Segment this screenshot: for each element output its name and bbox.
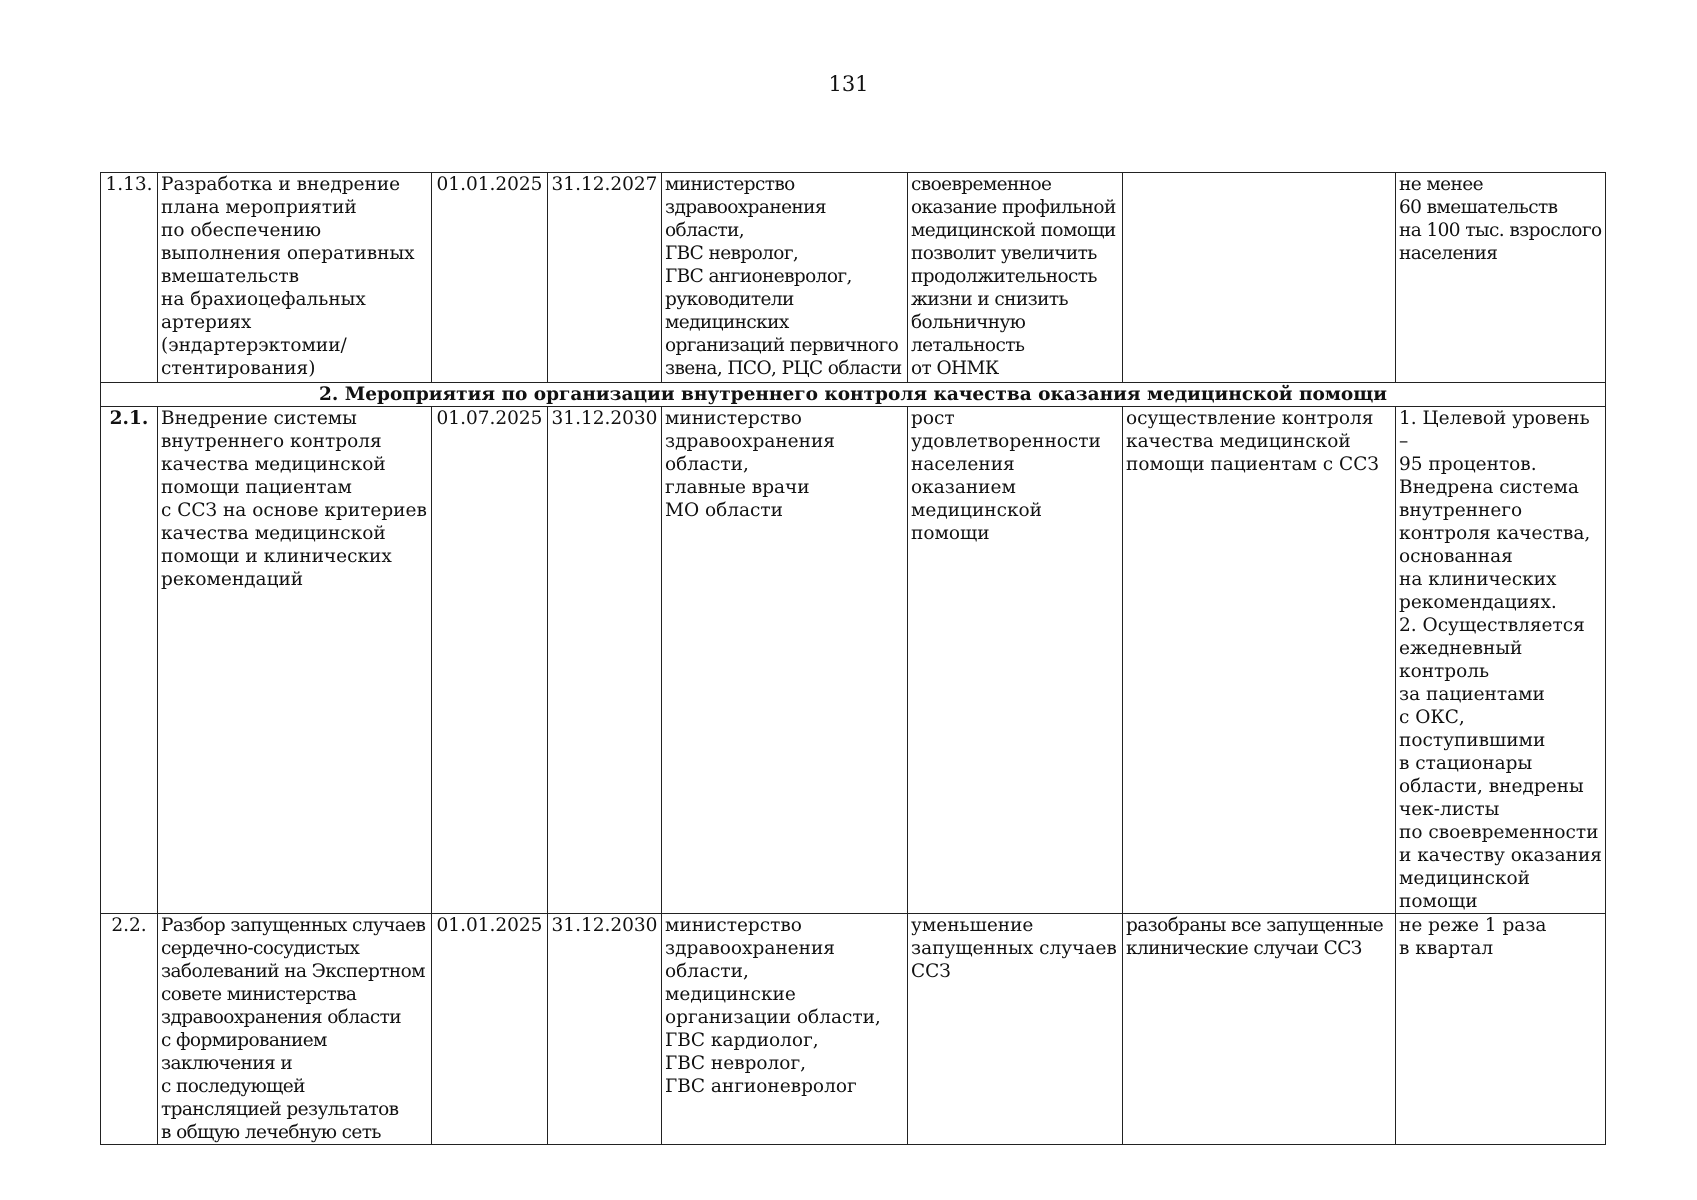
table-row [101, 173, 1606, 383]
measures-table [100, 172, 1606, 1145]
table-row [101, 914, 1606, 1145]
result-cell: осуществление контроля качества медицинской помощи пациентам с ССЗ [1123, 407, 1396, 914]
end-date: 31.12.2030 [548, 407, 662, 914]
row-number: 2.2. [101, 914, 158, 1145]
start-date: 01.07.2025 [432, 407, 548, 914]
start-date: 01.01.2025 [432, 914, 548, 1145]
indicator-cell: не менее 60 вмешательств на 100 тыс. взрослого населения [1396, 173, 1606, 383]
result-cell [1123, 173, 1396, 383]
measure-name: Внедрение системы внутреннего контроля качества медицинской помощи пациентам с ССЗ на основе критериев качества медицинской помощи и клинических рекомендаций [158, 407, 432, 914]
effect-cell: уменьшение запущенных случаев ССЗ [908, 914, 1123, 1145]
indicator-cell: 1. Целевой уровень – 95 процентов. Внедрена система внутреннего контроля качества, основанная на клинических рекомендациях. 2. Осуществляется ежедневный контроль за пациентами с ОКС, поступившими в стационары области, внедрены чек-листы по своевременности и качеству оказания медицинской помощи [1396, 407, 1606, 914]
effect-cell: рост удовлетворенности населения оказанием медицинской помощи [908, 407, 1123, 914]
responsible-cell: министерство здравоохранения области, медицинские организации области, ГВС кардиолог, ГВС невролог, ГВС ангионевролог [662, 914, 908, 1145]
page-number: 131 [828, 72, 869, 96]
table-row [101, 407, 1606, 914]
section-title: 2. Мероприятия по организации внутреннего контроля качества оказания медицинской помощи [101, 383, 1606, 407]
measure-name: Разбор запущенных случаев сердечно-сосудистых заболеваний на Экспертном совете министерства здравоохранения области с формированием заключения и с последующей трансляцией результатов в общую лечебную сеть [158, 914, 432, 1145]
start-date: 01.01.2025 [432, 173, 548, 383]
end-date: 31.12.2030 [548, 914, 662, 1145]
indicator-cell: не реже 1 раза в квартал [1396, 914, 1606, 1145]
section-row [101, 383, 1606, 407]
responsible-cell: министерство здравоохранения области, ГВС невролог, ГВС ангионевролог, руководители медицинских организаций первичного звена, ПСО, РЦС области [662, 173, 908, 383]
row-number: 2.1. [101, 407, 158, 914]
end-date: 31.12.2027 [548, 173, 662, 383]
row-number: 1.13. [101, 173, 158, 383]
measure-name: Разработка и внедрение плана мероприятий по обеспечению выполнения оперативных вмешательств на брахиоцефальных артериях (эндартерэктомии/ стентирования) [158, 173, 432, 383]
result-cell: разобраны все запущенные клинические случаи ССЗ [1123, 914, 1396, 1145]
effect-cell: своевременное оказание профильной медицинской помощи позволит увеличить продолжительность жизни и снизить больничную летальность от ОНМК [908, 173, 1123, 383]
responsible-cell: министерство здравоохранения области, главные врачи МО области [662, 407, 908, 914]
